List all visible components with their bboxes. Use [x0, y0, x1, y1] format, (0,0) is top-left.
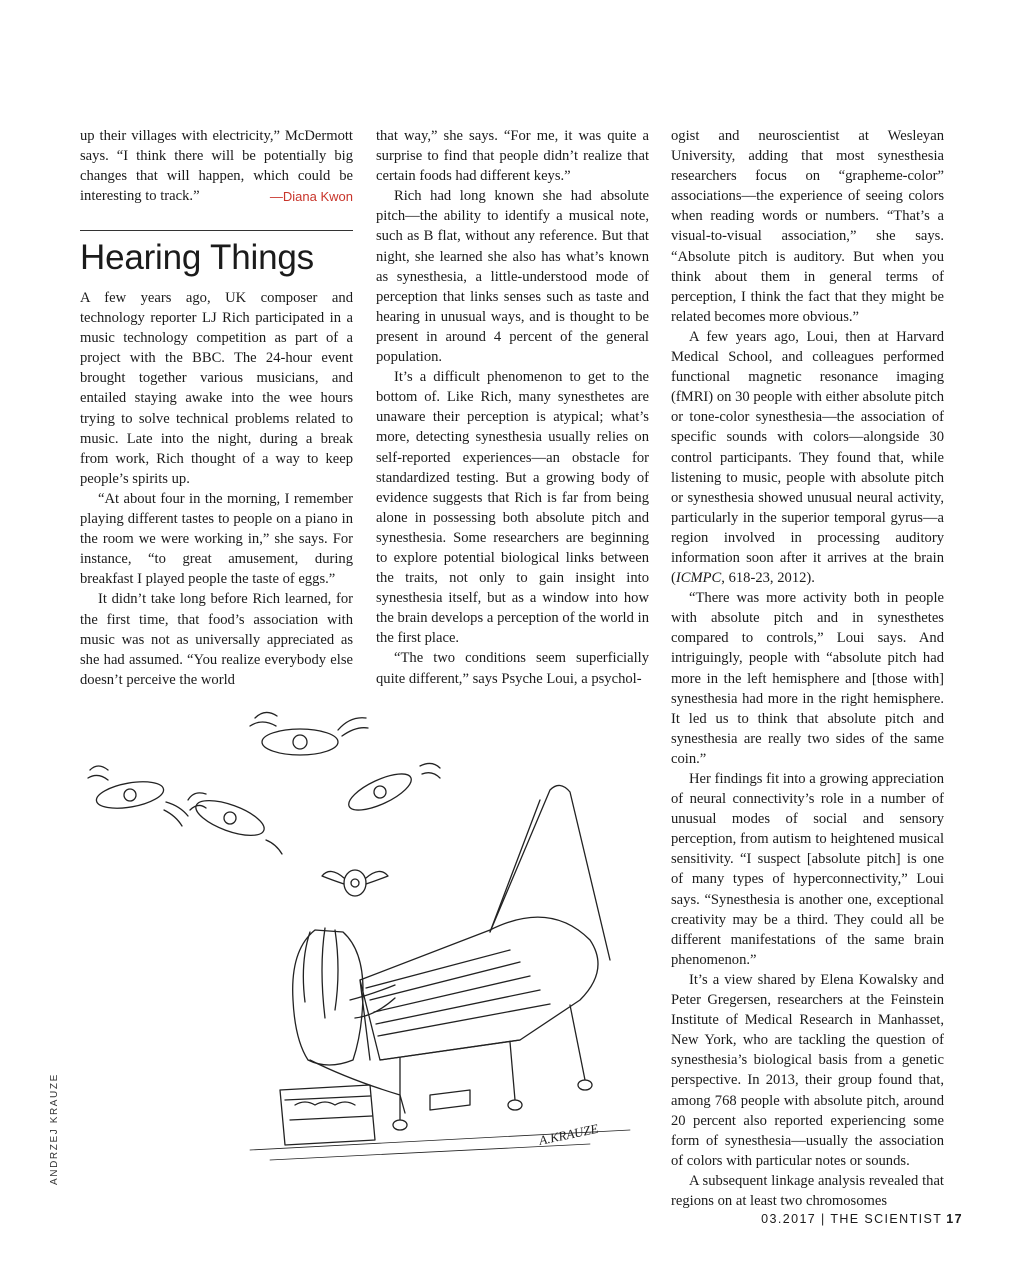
- flying-egg-icon: [188, 793, 282, 854]
- citation-journal: ICMPC: [675, 570, 722, 587]
- paragraph: “The two conditions seem superficially quite different,” says Psyche Loui, a psychol-: [376, 650, 649, 687]
- paragraph: “There was more activity both in people with absolute pitch and in synesthetes compared to controls,” Loui says. And intriguingly, people with “absolute pitch had more in the left hemisphere and [those with] synesthesia had more in the right hemisphere. It led us to think that absolute pitch and synesthesia are really two sides of the same coin.”: [671, 590, 944, 767]
- pianist-figure-icon: [293, 928, 405, 1113]
- artist-signature: A.KRAUZE: [537, 1120, 600, 1148]
- flying-egg-icon: [250, 712, 368, 755]
- page-number: 17: [946, 1212, 963, 1226]
- paragraph: that way,” she says. “For me, it was quite a surprise to find that people didn’t realize that certain foods had different keys.”: [376, 128, 649, 185]
- paragraph: A subsequent linkage analysis revealed that regions on at least two chromosomes: [671, 1172, 944, 1209]
- paragraph: Her findings fit into a growing appreciation of neural connectivity’s role in a number of unusual modes of social and sensory perception, from autism to heightened musical sensitivity. “I suspect [absolute pitch] is one of many types of hyperconnectivity,” Loui says. “Synesthesia is another one, exceptional creativity may be a third. They could all be different manifestations of the same brain phenomenon.”: [671, 771, 944, 968]
- winged-egg-icon: [322, 870, 388, 896]
- column-2: [376, 126, 649, 689]
- column-1-top: [80, 126, 353, 207]
- paragraph: It didn’t take long before Rich learned, for the first time, that food’s association with music was not as universally appreciated as she had assumed. “You realize everybody else doesn’t perceive the world: [80, 591, 353, 688]
- grand-piano-icon: [360, 785, 610, 1130]
- paragraph: Rich had long known she had absolute pitch—the ability to identify a musical note, such as B flat, without any reference. But that night, she learned she also has what’s known as synesthesia, a little-understood mode of perception that links senses such as taste and hearing in unusual ways, and is thought to be present in around 4 percent of the general population.: [376, 188, 649, 366]
- section-divider: [80, 230, 353, 231]
- article-headline: Hearing Things: [80, 238, 314, 277]
- paragraph-with-citation: A few years ago, Loui, then at Harvard Medical School, and colleagues performed functional magnetic resonance imaging (fMRI) on 30 people with either absolute pitch or tone-color synesthesia—the association of specific sounds with colors—alongside 30 control participants. They found that, while listening to music, people with absolute pitch or synesthesia showed unusual neural activity, particularly in the superior temporal gyrus—a region involved in processing auditory information soon after it arrives at the brain (ICMPC, 618-23, 2012).: [671, 328, 944, 587]
- paragraph: ogist and neuroscientist at Wesleyan University, adding that most synesthesia researchers focus on “grapheme-color” associations—the experience of seeing colors when reading words or numbers. “That’s a visual-to-visual association,” she says. “Absolute pitch is auditory. But when you think about them in general terms of perception, I think the fact that they might be related becomes more obvious.”: [671, 128, 944, 325]
- illustration-credit: ANDRZEJ KRAUZE: [49, 1073, 60, 1185]
- column-1: [80, 288, 353, 690]
- previous-story-ending: up their villages with electricity,” McDermott says. “I think there will be potentially big changes that will happen, which could be interesting to track.” —Diana Kwon: [80, 126, 353, 206]
- pianist-illustration: [70, 700, 650, 1170]
- paragraph: It’s a difficult phenomenon to get to the bottom of. Like Rich, many synesthetes are unaware their perception is atypical; what’s more, detecting synesthesia usually relies on self-reported experiences—an obstacle for standardized testing. But a growing body of evidence suggests that Rich is far from being alone in possessing both absolute pitch and synesthesia. Some researchers are beginning to explore potential biological links between the traits, not only to gain insight into synesthesia itself, but as a window into how the brain develops a perception of the world in the first place.: [376, 369, 649, 647]
- page-footer: [761, 1212, 963, 1226]
- paragraph: It’s a view shared by Elena Kowalsky and Peter Gregersen, researchers at the Feinstein Institute of Medical Research in Manhasset, New York, who are tackling the question of synesthesia’s biological basis from a genetic perspective. In 2013, their group found that, among 768 people with absolute pitch, around 20 percent also reported experiencing some form of synesthesia—usually the association of colors with particular notes or sounds.: [671, 971, 944, 1169]
- column-3: [671, 126, 944, 1211]
- previous-story-author: —Diana Kwon: [269, 189, 353, 205]
- issue-and-magazine: 03.2017 | THE SCIENTIST: [761, 1212, 943, 1226]
- piano-stool-icon: [280, 1085, 375, 1145]
- paragraph: “At about four in the morning, I remember playing different tastes to people on a piano in the room we were working in,” she says. For instance, “to great amusement, during breakfast I played people the taste of eggs.”: [80, 490, 353, 588]
- flying-egg-icon: [344, 763, 440, 817]
- flying-egg-icon: [88, 766, 188, 826]
- paragraph: A few years ago, UK composer and technology reporter LJ Rich participated in a music technology competition as part of a project with the BBC. The 24-hour event brought together various musicians, and entailed staying awake into the wee hours trying to solve technical problems related to music. Late into the night, during a break from work, Rich thought of a way to keep people’s spirits up.: [80, 290, 353, 487]
